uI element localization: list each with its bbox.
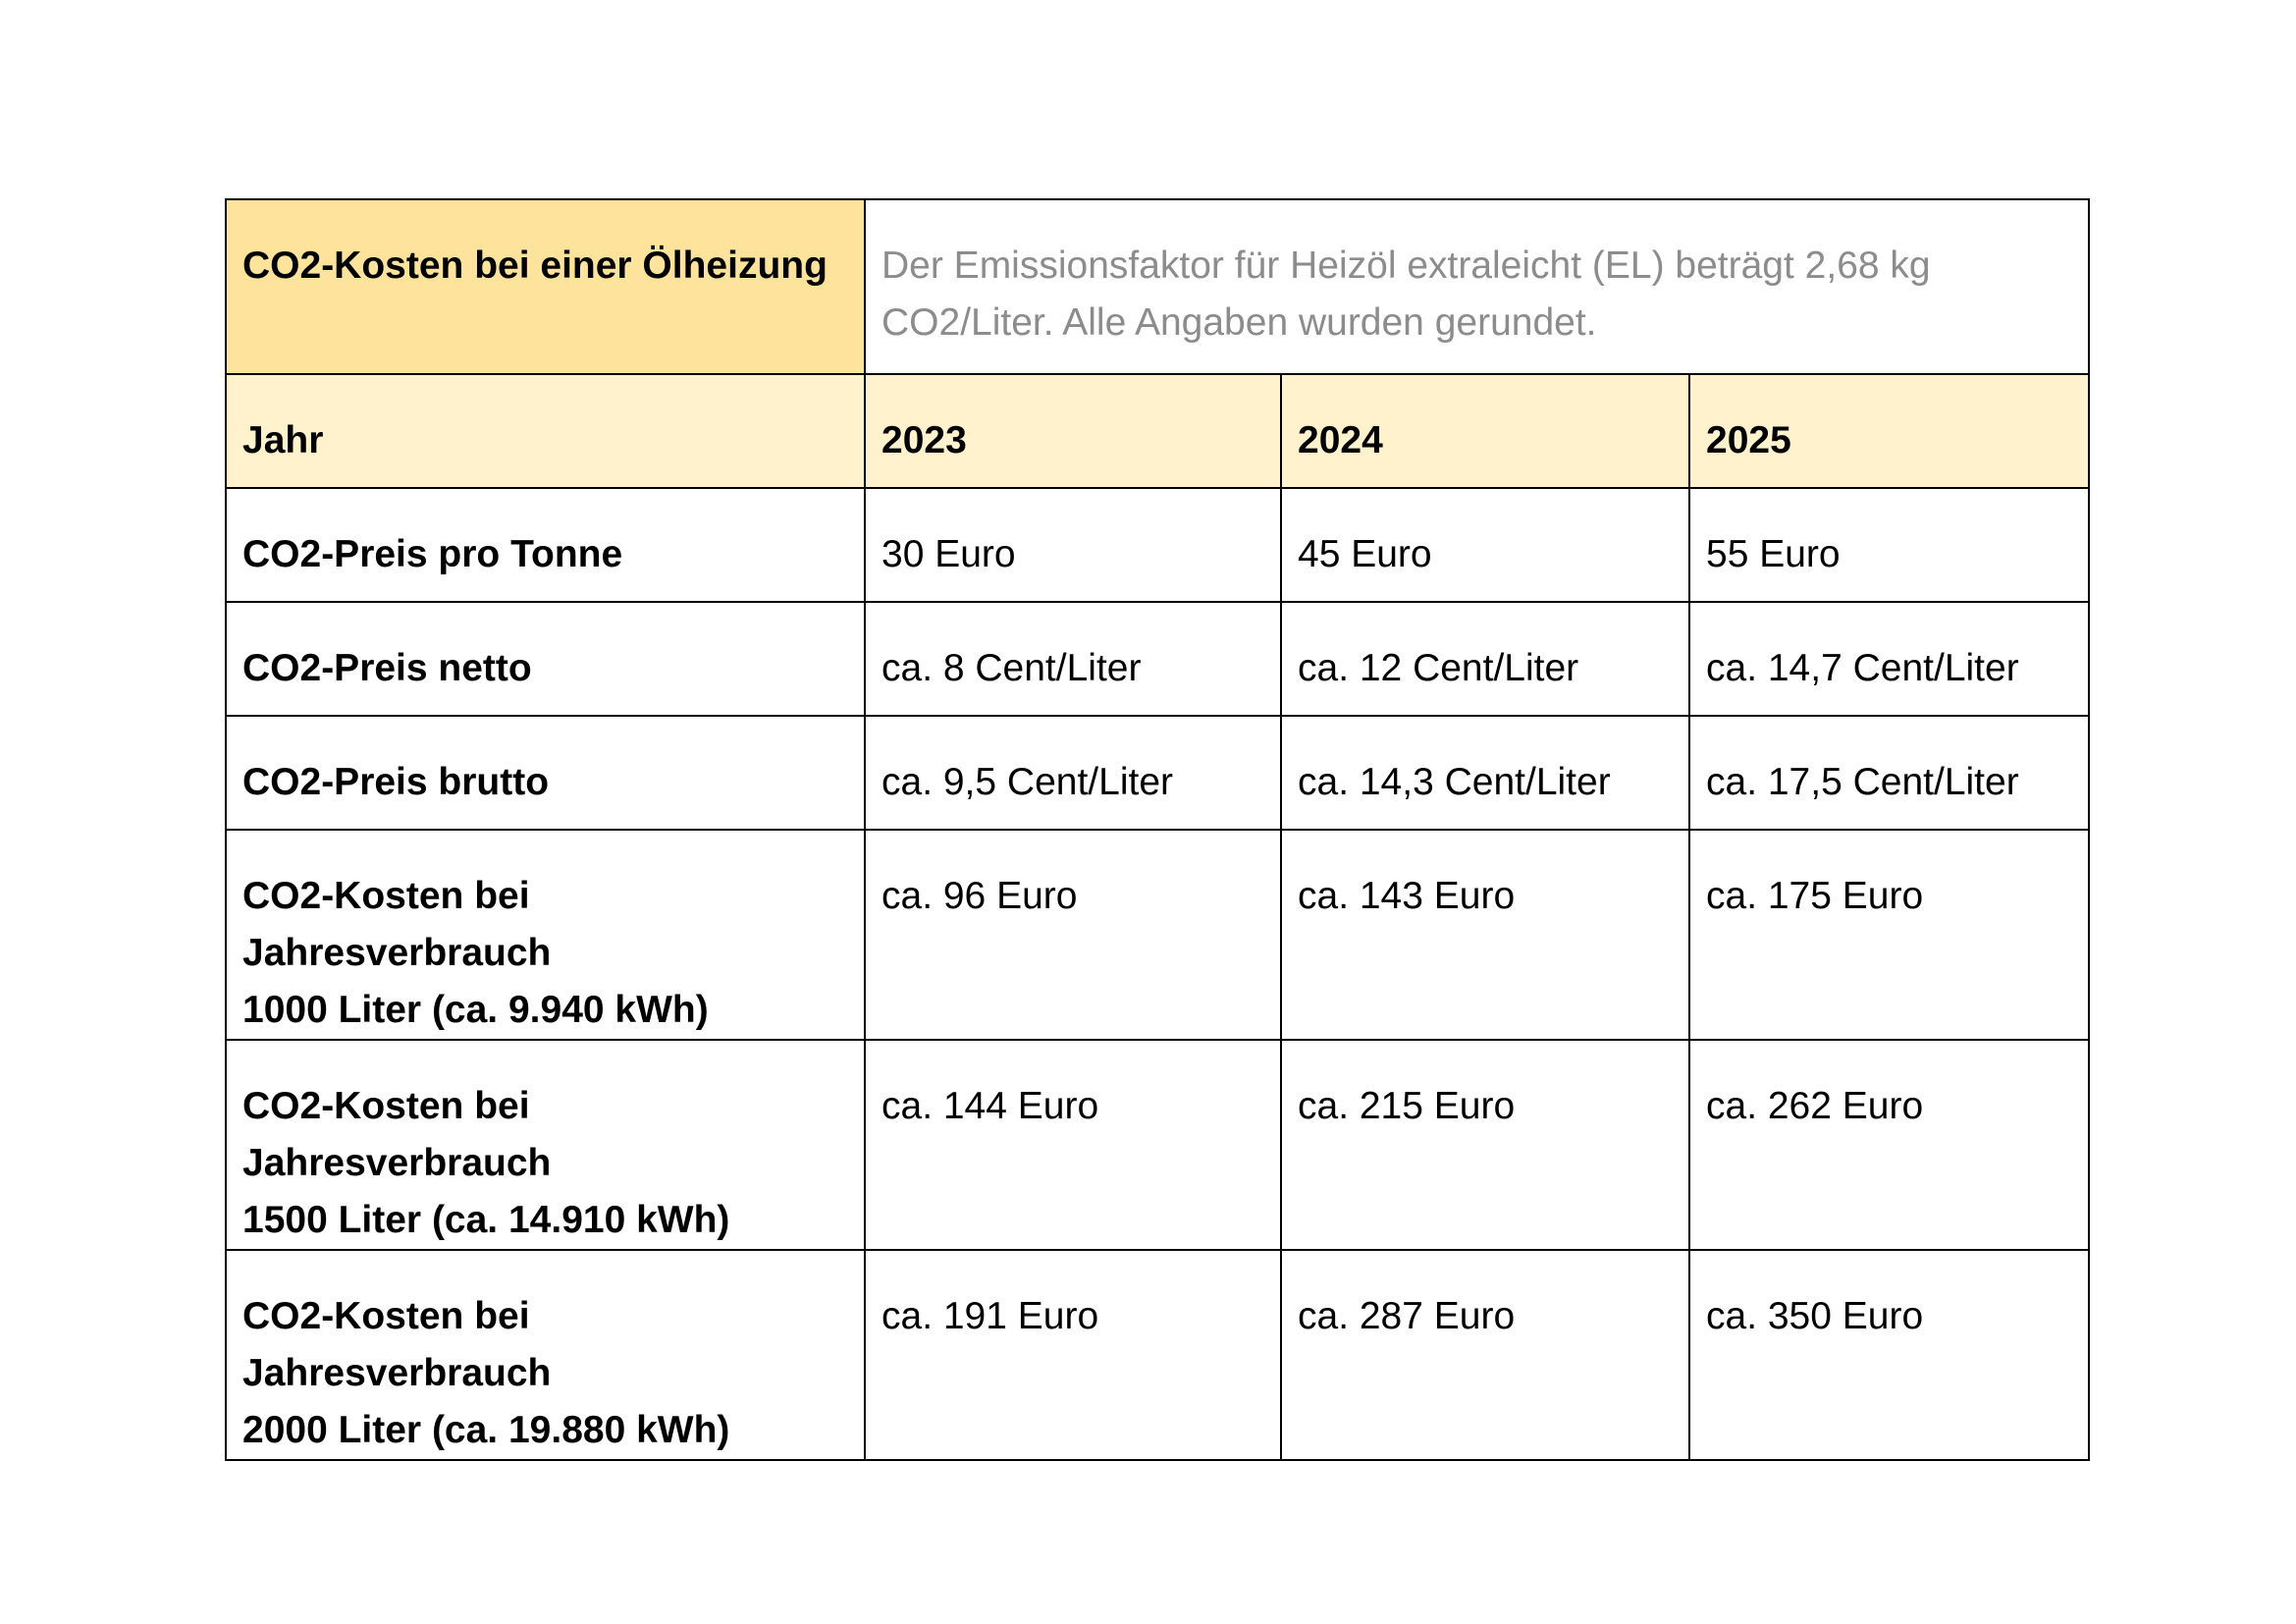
row-label [226,1040,865,1250]
row-label [226,1250,865,1460]
table-cell: ca. 9,5 Cent/Liter [865,716,1281,830]
header-label-jahr: Jahr [226,374,865,488]
co2-cost-table [225,198,2090,1461]
header-year-2024: 2024 [1281,374,1689,488]
table-row [226,602,2089,716]
row-label [226,716,865,830]
table-title: CO2-Kosten bei einer Ölheizung [226,199,865,374]
header-year-2023: 2023 [865,374,1281,488]
table-row [226,716,2089,830]
table-cell: ca. 143 Euro [1281,830,1689,1040]
table-cell: ca. 96 Euro [865,830,1281,1040]
table-cell: ca. 215 Euro [1281,1040,1689,1250]
table-cell: ca. 8 Cent/Liter [865,602,1281,716]
table-cell: 45 Euro [1281,488,1689,602]
table-cell: 55 Euro [1689,488,2089,602]
row-label-line2: 1500 Liter (ca. 14.910 kWh) [242,1199,730,1241]
co2-cost-sheet [225,198,2088,1461]
table-cell: ca. 350 Euro [1689,1250,2089,1460]
table-row [226,488,2089,602]
table-cell: ca. 12 Cent/Liter [1281,602,1689,716]
table-row [226,1250,2089,1460]
table-cell: ca. 17,5 Cent/Liter [1689,716,2089,830]
table-header-row [226,374,2089,488]
row-label-line1: CO2-Kosten bei Jahresverbrauch [242,1085,552,1184]
row-label-line1: CO2-Preis netto [242,647,532,689]
table-row [226,1040,2089,1250]
row-label-line2: 1000 Liter (ca. 9.940 kWh) [242,989,709,1031]
table-cell: ca. 175 Euro [1689,830,2089,1040]
row-label-line1: CO2-Preis brutto [242,761,550,803]
table-cell: 30 Euro [865,488,1281,602]
table-cell: ca. 14,7 Cent/Liter [1689,602,2089,716]
table-note: Der Emissionsfaktor für Heizöl extraleicht (EL) beträgt 2,68 kg CO2/Liter. Alle Angaben wurden gerundet. [865,199,2089,374]
row-label-line1: CO2-Kosten bei Jahresverbrauch [242,875,552,974]
table-cell: ca. 144 Euro [865,1040,1281,1250]
row-label [226,602,865,716]
table-cell: ca. 191 Euro [865,1250,1281,1460]
row-label-line1: CO2-Preis pro Tonne [242,533,623,575]
table-cell: ca. 262 Euro [1689,1040,2089,1250]
table-title-row [226,199,2089,374]
row-label-line1: CO2-Kosten bei Jahresverbrauch [242,1295,552,1394]
table-cell: ca. 287 Euro [1281,1250,1689,1460]
header-year-2025: 2025 [1689,374,2089,488]
row-label [226,488,865,602]
table-cell: ca. 14,3 Cent/Liter [1281,716,1689,830]
row-label-line2: 2000 Liter (ca. 19.880 kWh) [242,1409,730,1451]
table-row [226,830,2089,1040]
row-label [226,830,865,1040]
